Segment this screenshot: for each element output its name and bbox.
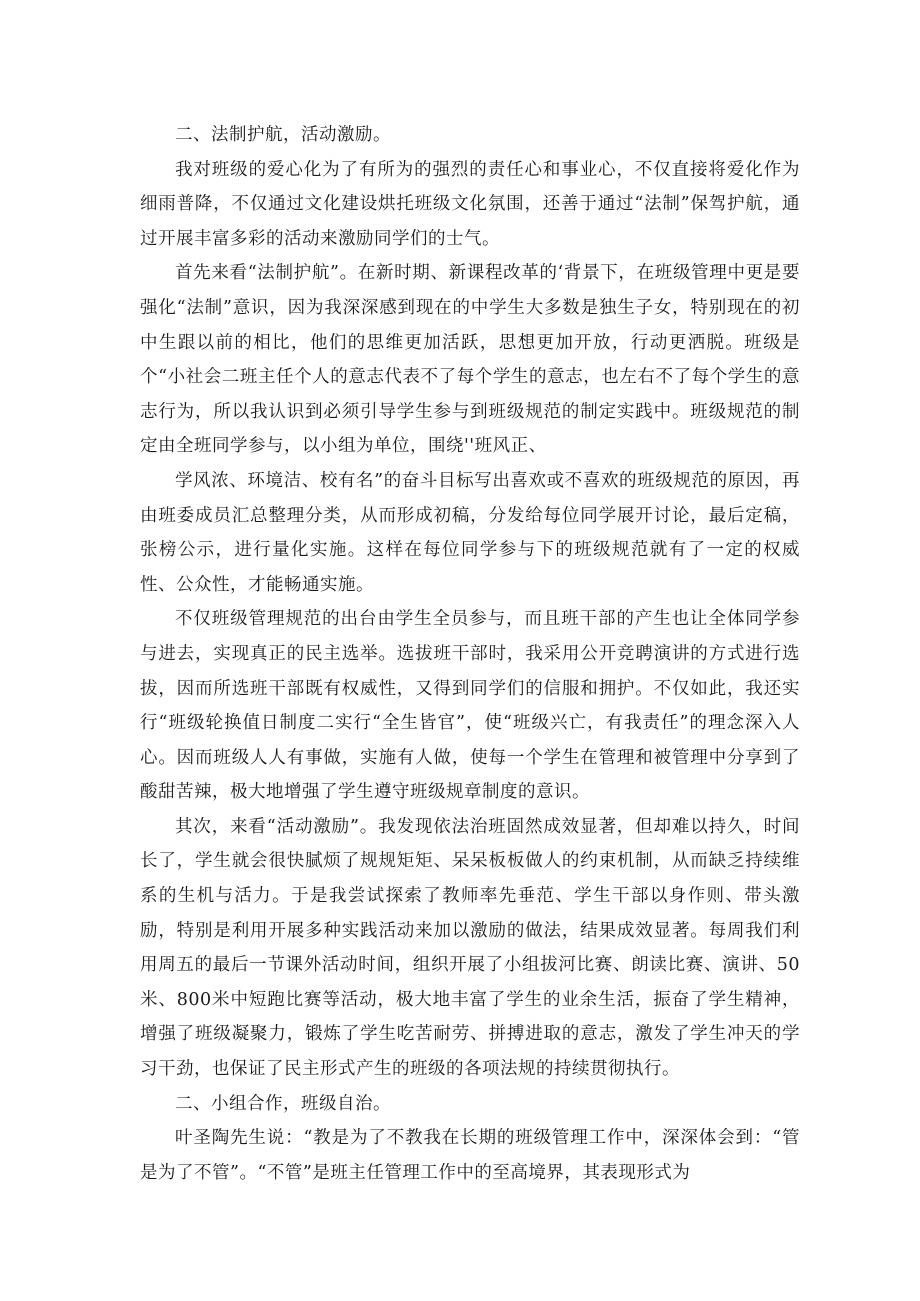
document-body <box>140 118 800 1190</box>
section-heading: 二、小组合作，班级自治。 <box>175 1093 391 1114</box>
paragraph: 学风浓、环境洁、校有名”的奋斗目标写出喜欢或不喜欢的班级规范的原因，再由班委成员汇总整理分类，从而形成初稿，分发给每位同学展开讨论，最后定稿，张榜公示，进行量化实施。这样在每位同学参与下的班级规范就有了一定的权威性、公众性，才能畅通实施。 <box>140 470 800 595</box>
paragraph: 首先来看“法制护航”。在新时期、新课程改革的‘背景下，在班级管理中更是要强化“法制”意识，因为我深深感到现在的中学生大多数是独生子女，特别现在的初中生跟以前的相比，他们的思维更加活跃，思想更加开放，行动更洒脱。班级是个“小社会二班主任个人的意志代表不了每个学生的意志，也左右不了每个学生的意志行为，所以我认识到必须引导学生参与到班级规范的制定实践中。班级规范的制定由全班同学参与，以小组为单位，围绕''班风正、 <box>140 263 800 457</box>
paragraph: 我对班级的爱心化为了有所为的强烈的责任心和事业心，不仅直接将爱化作为细雨普降，不仅通过文化建设烘托班级文化氛围，还善于通过“法制”保驾护航，通过开展丰富多彩的活动来激励同学们的士气。 <box>140 159 800 249</box>
paragraph: 不仅班级管理规范的出台由学生全员参与，而且班干部的产生也让全体同学参与进去，实现真正的民主选举。选拔班干部时，我采用公开竞聘演讲的方式进行选拔，因而所选班干部既有权威性，又得到同学们的信服和拥护。不仅如此，我还实行“班级轮换值日制度二实行“全生皆官”，使“班级兴亡，有我责任”的理念深入人心。因而班级人人有事做，实施有人做，使每一个学生在管理和被管理中分享到了酸甜苦辣，极大地增强了学生遵守班级规章制度的意识。 <box>140 609 800 803</box>
paragraph: 其次，来看“活动激励”。我发现依法治班固然成效显著，但却难以持久，时间长了，学生就会很快腻烦了规规矩矩、呆呆板板做人的约束机制，从而缺乏持续维系的生机与活力。于是我尝试探索了教师率先垂范、学生干部以身作则、带头激励，特别是利用开展多种实践活动来加以激励的做法，结果成效显著。每周我们利用周五的最后一节课外活动时间，组织开展了小组拔河比赛、朗读比赛、演讲、50米、800米中短跑比赛等活动，极大地丰富了学生的业余生活，振奋了学生精神，增强了班级凝聚力，锻炼了学生吃苦耐劳、拼搏进取的意志，激发了学生冲天的学习干劲，也保证了民主形式产生的班级的各项法规的持续贯彻执行。 <box>140 816 800 1080</box>
paragraph: 叶圣陶先生说：“教是为了不教我在长期的班级管理工作中，深深体会到：“管是为了不管”。“不管”是班主任管理工作中的至高境界，其表现形式为 <box>140 1128 800 1183</box>
section-heading: 二、法制护航，活动激励。 <box>175 125 391 145</box>
